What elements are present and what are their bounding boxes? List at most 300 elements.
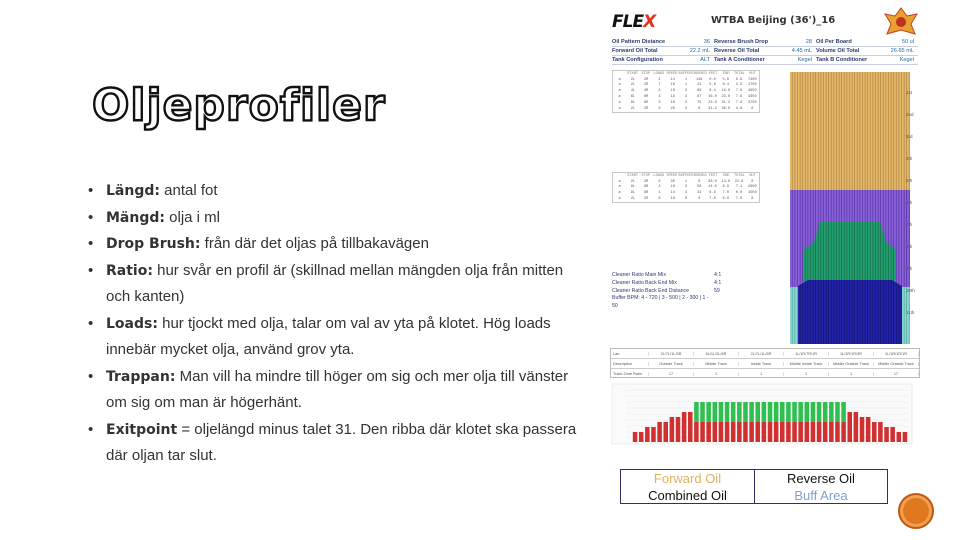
- bar-red: [706, 422, 711, 442]
- table-cell: 4: [658, 77, 661, 82]
- table-cell: 0.0: [722, 197, 729, 202]
- bar-red: [762, 422, 767, 442]
- bar-red: [700, 422, 705, 442]
- bar-red: [657, 422, 662, 442]
- table-header-cell: OUT: [749, 71, 756, 76]
- bar-red: [719, 422, 724, 442]
- table-cell: 3: [658, 89, 661, 94]
- table-header-cell: TOTAL: [734, 71, 745, 76]
- bar-green: [749, 402, 754, 422]
- bar-red: [774, 422, 779, 442]
- bullet-item: [88, 417, 588, 470]
- table-cell: 23.6: [708, 100, 717, 105]
- legend-buff-area: Buff Area: [794, 488, 848, 503]
- distance-tick: 8th: [906, 244, 913, 249]
- table-header-cell: START: [627, 71, 639, 76]
- info-label: Reverse Oil Total: [714, 48, 760, 54]
- table-cell: 0.0: [735, 191, 743, 196]
- pattern-info: [612, 38, 918, 65]
- table-cell: 4950: [747, 89, 757, 94]
- bullet-text: antal fot: [159, 182, 218, 199]
- table-cell: 87: [697, 95, 702, 100]
- bullet-dot: •: [88, 367, 94, 385]
- table-cell: 18: [670, 100, 675, 105]
- bullet-dot: •: [88, 235, 94, 252]
- loads-cell: Inside Track: [739, 362, 784, 366]
- table-cell: 0: [658, 197, 661, 202]
- table-cell: 1: [684, 77, 688, 82]
- table-cell: 0: [658, 106, 661, 111]
- table-cell: 1550: [747, 191, 757, 196]
- bar-green: [731, 402, 736, 422]
- table-cell: 31: [697, 191, 702, 196]
- table-header-cell: SPEED: [666, 173, 678, 178]
- table-cell: 8.4: [722, 83, 729, 88]
- forward-oil-area: [790, 72, 913, 192]
- table-cell: a: [618, 197, 621, 202]
- table-cell: 31.2: [708, 106, 717, 111]
- bar-red: [792, 422, 797, 442]
- table-cell: 14: [670, 191, 675, 196]
- table-cell: 18: [670, 185, 675, 190]
- bullet-item: [88, 364, 588, 417]
- loads-header-cell: Lan: [611, 352, 649, 356]
- bar-green: [725, 402, 730, 422]
- bar-red: [823, 422, 828, 442]
- table-cell: a: [618, 191, 621, 196]
- table-cell: 5.9: [722, 77, 729, 82]
- table-cell: 0: [698, 179, 701, 184]
- bar-green: [798, 402, 803, 422]
- loads-cell: Middle Track: [694, 362, 739, 366]
- bar-green: [841, 402, 846, 422]
- table-cell: 58: [697, 185, 702, 190]
- table-header-cell: BUFFER: [678, 71, 692, 76]
- table-cell: 0: [751, 179, 754, 184]
- table-cell: 2R: [644, 77, 649, 82]
- distance-tick: 5th: [906, 178, 913, 183]
- edge-area-left: [790, 287, 798, 344]
- distance-tick: 9th: [906, 266, 913, 271]
- bar-green: [811, 402, 816, 422]
- table-header-cell: TOTAL: [734, 173, 745, 178]
- table-cell: 3: [684, 185, 688, 190]
- bullet-item: [88, 205, 588, 232]
- bar-green: [786, 402, 791, 422]
- distance-tick: 1st: [906, 90, 913, 95]
- table-cell: 8L: [630, 100, 636, 105]
- bullet-item: [88, 311, 588, 364]
- table-cell: 6.9: [709, 191, 716, 196]
- bullet-term: Loads:: [106, 315, 158, 332]
- distance-tick: 6th: [906, 200, 913, 205]
- table-cell: 2R: [644, 106, 649, 111]
- loads-cell: Middle Inside Track: [784, 362, 829, 366]
- loads-cell: 17: [874, 372, 919, 376]
- bar-red: [780, 422, 785, 442]
- table-cell: 5.9: [735, 77, 743, 82]
- table-cell: a: [618, 77, 621, 82]
- table-cell: 4L: [630, 89, 636, 94]
- loads-cell: 1: [739, 372, 784, 376]
- info-value: 22.2 mL: [689, 48, 710, 54]
- table-cell: 9R: [644, 191, 649, 196]
- info-value: 36: [703, 39, 710, 45]
- ratio-label: Buffer BPM: 4 - 720 | 3 - 500 | 2 - 300 | 1 - 50: [612, 295, 709, 310]
- bar-red: [645, 427, 650, 442]
- table-cell: 0: [751, 197, 754, 202]
- table-cell: 7.0: [735, 197, 743, 202]
- table-cell: 14.0: [708, 185, 717, 190]
- table-cell: 3750: [747, 100, 757, 105]
- table-cell: 14: [670, 77, 675, 82]
- bar-red: [688, 412, 693, 442]
- table-cell: 4.8: [735, 106, 743, 111]
- table-cell: 2R: [644, 179, 649, 184]
- middle-oil-area: [804, 222, 896, 282]
- table-cell: 23.6: [721, 95, 731, 100]
- bullet-dot: •: [88, 182, 94, 199]
- bullet-dot: •: [88, 261, 94, 279]
- table-row: [613, 196, 759, 202]
- table-cell: 4R: [644, 89, 649, 94]
- table-cell: 6.9: [722, 185, 729, 190]
- table-header-cell: BUFFER: [678, 173, 692, 178]
- table-cell: 7400: [747, 77, 757, 82]
- table-cell: 6R: [644, 95, 649, 100]
- bar-green: [774, 402, 779, 422]
- legend-combined-oil: Combined Oil: [648, 488, 727, 503]
- info-value: 4.45 mL: [791, 48, 812, 54]
- table-cell: 18: [670, 197, 675, 202]
- bar-red: [872, 422, 877, 442]
- orange-circle-icon: [898, 493, 934, 529]
- ratio-value: 59: [714, 287, 720, 294]
- table-cell: a: [618, 89, 621, 94]
- table-cell: 3: [684, 100, 688, 105]
- table-header-cell: END: [723, 71, 730, 76]
- edge-area-right: [902, 287, 910, 344]
- loads-header-cell: 2L/7L/1L/5R: [649, 352, 694, 356]
- bullet-text: från där det oljas på tillbakavägen: [200, 235, 429, 252]
- bar-red: [829, 422, 834, 442]
- bar-red: [835, 422, 840, 442]
- table-cell: 18: [670, 89, 675, 94]
- bar-green: [762, 402, 767, 422]
- loads-header-cell: 1L/1R/7R/1R: [784, 352, 829, 356]
- info-value: 28: [805, 39, 812, 45]
- loads-header-cell: 1L/1R/1R/3R: [829, 352, 874, 356]
- reverse-oil-table: [612, 172, 760, 203]
- table-cell: 0: [684, 197, 688, 202]
- info-value: Kegel: [797, 57, 812, 63]
- legend-right: [754, 469, 888, 504]
- bar-red: [786, 422, 791, 442]
- table-cell: 22.0: [734, 179, 744, 184]
- table-cell: 1: [684, 83, 688, 88]
- bar-red: [725, 422, 730, 442]
- table-cell: 2L: [630, 197, 636, 202]
- table-header-cell: FEET: [708, 173, 718, 178]
- bar-red: [847, 412, 852, 442]
- bar-red: [897, 432, 902, 442]
- ratio-label: Cleaner Ratio Back End Mix: [612, 279, 677, 286]
- info-label: Forward Oil Total: [612, 48, 658, 54]
- table-cell: 16.0: [708, 95, 717, 100]
- table-header-cell: OUT: [749, 173, 756, 178]
- bar-red: [749, 422, 754, 442]
- table-cell: 30: [670, 179, 675, 184]
- table-header-cell: SPEED: [666, 71, 678, 76]
- bullet-item: [88, 258, 588, 311]
- table-header-cell: FEET: [708, 71, 718, 76]
- distance-tick: 3rd: [906, 134, 913, 139]
- bullet-item: [88, 178, 588, 205]
- bar-green: [829, 402, 834, 422]
- table-header-cell: STOP: [641, 71, 651, 76]
- table-cell: 14.0: [721, 179, 731, 184]
- bar-red: [854, 412, 859, 442]
- loads-cell: Outside Track: [649, 362, 694, 366]
- table-cell: 9R: [644, 185, 649, 190]
- table-row: [613, 106, 759, 112]
- bar-green: [694, 402, 699, 422]
- table-cell: 89: [697, 89, 702, 94]
- track-zone-bar-chart: [612, 384, 912, 444]
- table-cell: 7.1: [735, 185, 743, 190]
- table-cell: 2L: [630, 83, 636, 88]
- loads-cell: Middle Outside Track: [874, 362, 919, 366]
- bar-green: [792, 402, 797, 422]
- table-cell: 7.6: [735, 89, 743, 94]
- bullet-list: [88, 178, 588, 470]
- table-cell: 36.0: [721, 106, 731, 111]
- info-value: 50 ul: [901, 39, 914, 45]
- table-cell: 21: [697, 83, 702, 88]
- info-label: Reverse Brush Drop: [714, 39, 769, 45]
- table-cell: 2L: [630, 106, 636, 111]
- distance-tick: 7th: [906, 222, 913, 227]
- bar-red: [713, 422, 718, 442]
- bullet-text: hur tjockt med olja, talar om val av yta på klotet. Hög loads innebär mycket olja, använd grov yta.: [106, 314, 551, 358]
- table-cell: 0: [698, 197, 701, 202]
- bar-red: [731, 422, 736, 442]
- table-cell: 3: [658, 100, 661, 105]
- bar-green: [719, 402, 724, 422]
- table-cell: 0: [658, 179, 661, 184]
- table-cell: 31.2: [721, 100, 731, 105]
- table-cell: a: [618, 83, 621, 88]
- distance-tick: 10th: [906, 288, 915, 293]
- info-label: Volume Oil Total: [816, 48, 860, 54]
- distance-tick: 4th: [906, 156, 913, 161]
- info-value: Kegel: [899, 57, 914, 63]
- flex-logo: FLEX: [612, 12, 656, 32]
- table-cell: 3: [684, 95, 688, 100]
- bar-red: [743, 422, 748, 442]
- info-label: Tank Configuration: [612, 57, 663, 63]
- bullet-text: olja i ml: [165, 208, 221, 226]
- table-row: [611, 359, 919, 369]
- info-label: Oil Per Board: [816, 39, 852, 45]
- loads-cell: Track Zone Ratio: [611, 372, 649, 376]
- table-cell: 3: [658, 95, 661, 100]
- table-cell: 0: [698, 106, 701, 111]
- bar-green: [805, 402, 810, 422]
- bullet-text: hur svår en profil är (skillnad mellan mängden olja från mitten och kanten): [106, 261, 564, 305]
- table-cell: 18: [670, 83, 675, 88]
- bar-red: [805, 422, 810, 442]
- pattern-title: WTBA Beijing (36')_16: [711, 15, 836, 26]
- table-cell: 8R: [644, 100, 649, 105]
- table-cell: 9L: [630, 191, 636, 196]
- bar-red: [663, 422, 668, 442]
- table-cell: 1750: [747, 83, 757, 88]
- table-cell: 2L: [630, 77, 636, 82]
- table-cell: 8.4: [709, 89, 716, 94]
- bar-red: [811, 422, 816, 442]
- table-cell: 2R: [644, 197, 649, 202]
- loads-cell: Middle Outside Track: [829, 362, 874, 366]
- loads-cell: Description: [611, 362, 649, 366]
- bullet-term: Drop Brush:: [106, 236, 201, 252]
- bar-red: [817, 422, 822, 442]
- table-header-cell: CROSSED: [691, 71, 707, 76]
- table-cell: a: [618, 100, 621, 105]
- ratio-value: 4:1: [714, 279, 722, 286]
- loads-table: [610, 348, 920, 378]
- distance-tick: 11th: [906, 310, 915, 315]
- bar-green: [700, 402, 705, 422]
- loads-header-cell: 6L/1L/2L/6R: [694, 352, 739, 356]
- bar-red: [878, 422, 883, 442]
- table-header-cell: STOP: [641, 173, 651, 178]
- bullet-text: Man vill ha mindre till höger om sig och mer olja till vänster om sig om man är högerhänt.: [106, 367, 569, 411]
- table-cell: 3: [684, 89, 688, 94]
- bar-green: [706, 402, 711, 422]
- cleaner-ratios: [612, 272, 762, 311]
- bar-green: [823, 402, 828, 422]
- bar-red: [890, 427, 895, 442]
- bar-green: [743, 402, 748, 422]
- bullet-text: = oljelängd minus talet 31. Den ribba där klotet ska passera där oljan tar slut.: [106, 420, 577, 464]
- bar-green: [780, 402, 785, 422]
- bar-green: [768, 402, 773, 422]
- table-cell: 75: [697, 100, 702, 105]
- bar-red: [633, 432, 638, 442]
- bar-red: [841, 422, 846, 442]
- reverse-oil-area: [798, 280, 902, 344]
- loads-header-cell: 2L/7L/1L/5R: [739, 352, 784, 356]
- table-cell: 16.0: [721, 89, 731, 94]
- table-cell: 18: [670, 95, 675, 100]
- bullet-term: Ratio:: [106, 262, 153, 279]
- table-cell: 7: [658, 83, 661, 88]
- forward-oil-table: [612, 70, 760, 113]
- bar-red: [682, 412, 687, 442]
- oil-pattern-sheet: [608, 6, 920, 344]
- info-label: Tank A Conditioner: [714, 57, 765, 63]
- bar-red: [903, 432, 908, 442]
- bar-red: [639, 432, 644, 442]
- loads-header-cell: 1L/1R/1R/1R: [874, 352, 919, 356]
- bullet-dot: •: [88, 208, 94, 226]
- info-value: ALT: [700, 57, 710, 63]
- ratio-value: 4:1: [714, 272, 722, 278]
- table-header-cell: LOADS: [653, 71, 665, 76]
- table-cell: 4350: [747, 95, 757, 100]
- table-cell: a: [618, 185, 621, 190]
- bar-red: [884, 427, 889, 442]
- table-cell: 7.6: [735, 95, 743, 100]
- table-header-cell: END: [723, 173, 730, 178]
- crest-logo-icon: [883, 6, 919, 38]
- bar-red: [755, 422, 760, 442]
- table-cell: 2.5: [735, 83, 743, 88]
- bar-red: [670, 417, 675, 442]
- loads-cell: 1: [784, 372, 829, 376]
- loads-cell: 1: [694, 372, 739, 376]
- table-cell: 9L: [630, 185, 636, 190]
- table-cell: 0: [751, 106, 754, 111]
- table-row: [611, 369, 919, 379]
- legend-reverse-oil: Reverse Oil: [787, 471, 855, 486]
- loads-cell: 1: [829, 372, 874, 376]
- table-cell: 26: [670, 106, 675, 111]
- table-cell: 7.6: [735, 100, 743, 105]
- table-cell: 0.0: [709, 77, 716, 82]
- table-header-cell: CROSSED: [691, 173, 707, 178]
- bar-red: [676, 417, 681, 442]
- distance-tick: 2nd: [906, 112, 914, 117]
- loads-cell: 17: [649, 372, 694, 376]
- table-header-cell: START: [627, 173, 639, 178]
- table-cell: 2L: [630, 179, 636, 184]
- bar-red: [860, 417, 865, 442]
- table-cell: 7.0: [709, 197, 716, 202]
- bullet-dot: •: [88, 420, 94, 438]
- bar-green: [713, 402, 718, 422]
- table-cell: 2R: [644, 83, 649, 88]
- ratio-label: Cleaner Ratio Main Mix: [612, 272, 666, 278]
- info-value: 26.65 mL: [890, 48, 914, 54]
- table-cell: 2900: [747, 185, 757, 190]
- bar-red: [694, 422, 699, 442]
- table-cell: a: [618, 95, 621, 100]
- ratio-label: Cleaner Ratio Back End Distance: [612, 287, 689, 294]
- table-header-cell: LOADS: [653, 173, 665, 178]
- table-cell: 1: [684, 179, 688, 184]
- bar-green: [835, 402, 840, 422]
- table-cell: a: [618, 179, 621, 184]
- bar-red: [737, 422, 742, 442]
- table-cell: 36.0: [708, 179, 717, 184]
- table-cell: 148: [695, 77, 703, 82]
- table-cell: 3: [684, 106, 688, 111]
- bullet-term: Längd:: [106, 183, 160, 199]
- slide-title: Oljeprofiler: [92, 80, 386, 131]
- table-cell: 7.0: [722, 191, 729, 196]
- bar-green: [755, 402, 760, 422]
- table-cell: 3: [684, 191, 688, 196]
- table-cell: 2: [658, 185, 661, 190]
- bullet-item: [88, 231, 588, 258]
- table-cell: 1: [658, 191, 661, 196]
- info-label: Oil Pattern Distance: [612, 39, 666, 45]
- info-label: Tank B Conditioner: [816, 57, 868, 63]
- bar-green: [737, 402, 742, 422]
- legend-left: [620, 469, 755, 504]
